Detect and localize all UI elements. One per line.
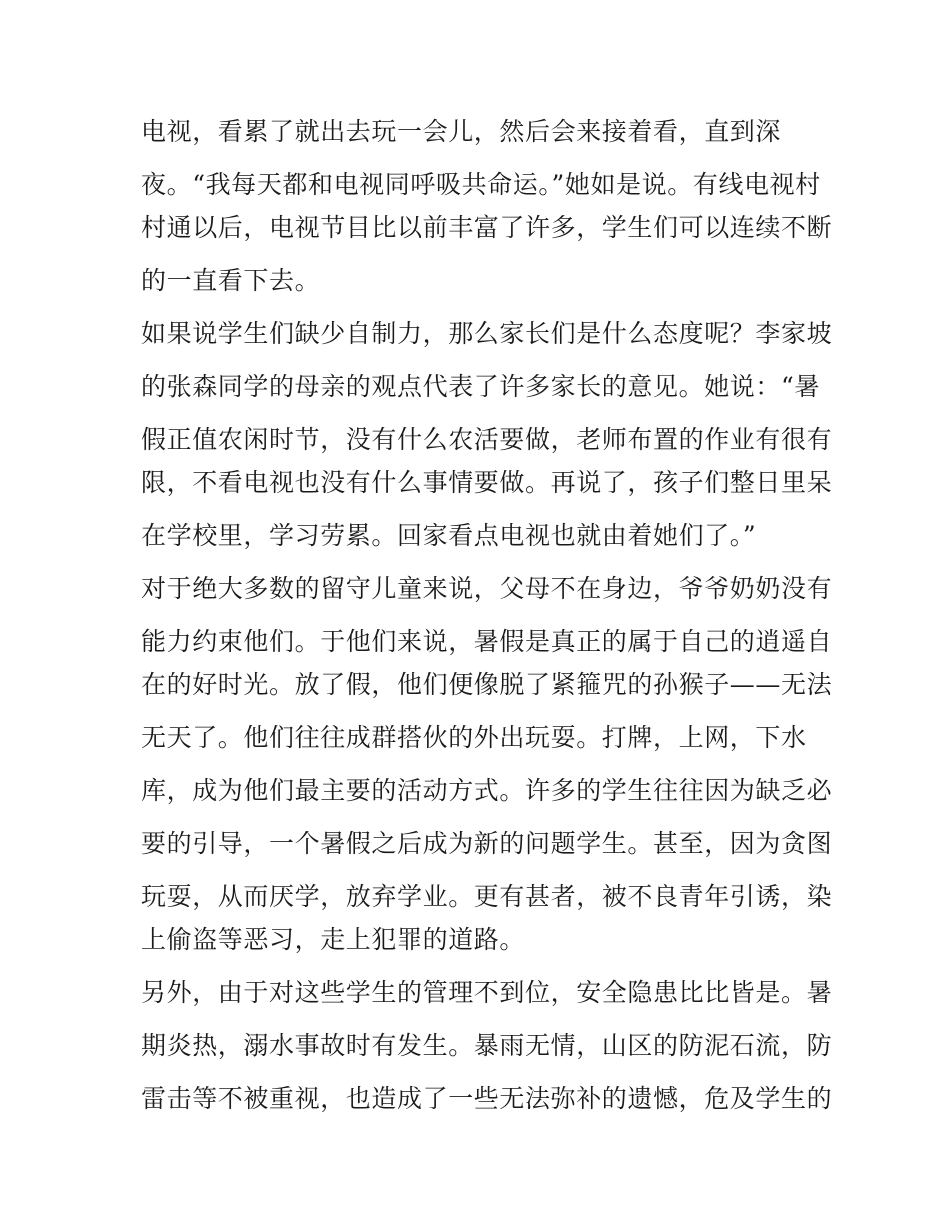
text-line: 上偷盗等恶习，走上犯罪的道路。 <box>141 925 526 954</box>
text-line: 的张森同学的母亲的观点代表了许多家长的意见。她说：“暑 <box>141 372 820 401</box>
text-line: 能力约束他们。于他们来说，暑假是真正的属于自己的逍遥自 <box>141 627 833 656</box>
text-line: 要的引导，一个暑假之后成为新的问题学生。甚至，因为贪图 <box>141 829 833 858</box>
text-line: 限，不看电视也没有什么事情要做。再说了，孩子们整日里呆 <box>141 468 833 497</box>
text-line: 在学校里，学习劳累。回家看点电视也就由着她们了。” <box>141 521 757 550</box>
text-line: 无天了。他们往往成群搭伙的外出玩耍。打牌，上网，下水 <box>141 723 807 752</box>
text-line: 另外，由于对这些学生的管理不到位，安全隐患比比皆是。暑 <box>141 978 833 1007</box>
text-line: 对于绝大多数的留守儿童来说，父母不在身边，爷爷奶奶没有 <box>141 574 833 603</box>
text-line: 玩耍，从而厌学，放弃学业。更有甚者，被不良青年引诱，染 <box>141 882 833 911</box>
text-line: 如果说学生们缺少自制力，那么家长们是什么态度呢？李家坡 <box>141 319 833 348</box>
text-line: 雷击等不被重视，也造成了一些无法弥补的遗憾，危及学生的 <box>141 1084 833 1113</box>
text-line: 期炎热，溺水事故时有发生。暴雨无情，山区的防泥石流，防 <box>141 1031 833 1060</box>
text-line: 在的好时光。放了假，他们便像脱了紧箍咒的孙猴子——无法 <box>141 670 833 699</box>
text-line: 库，成为他们最主要的活动方式。许多的学生往往因为缺乏必 <box>141 776 833 805</box>
text-line: 夜。“我每天都和电视同呼吸共命运。”她如是说。有线电视村 <box>141 170 821 199</box>
text-line: 的一直看下去。 <box>141 266 321 295</box>
text-line: 假正值农闲时节，没有什么农活要做，老师布置的作业有很有 <box>141 425 833 454</box>
text-line: 村通以后，电视节目比以前丰富了许多，学生们可以连续不断 <box>141 213 833 242</box>
text-line: 电视，看累了就出去玩一会儿，然后会来接着看，直到深 <box>141 117 782 146</box>
